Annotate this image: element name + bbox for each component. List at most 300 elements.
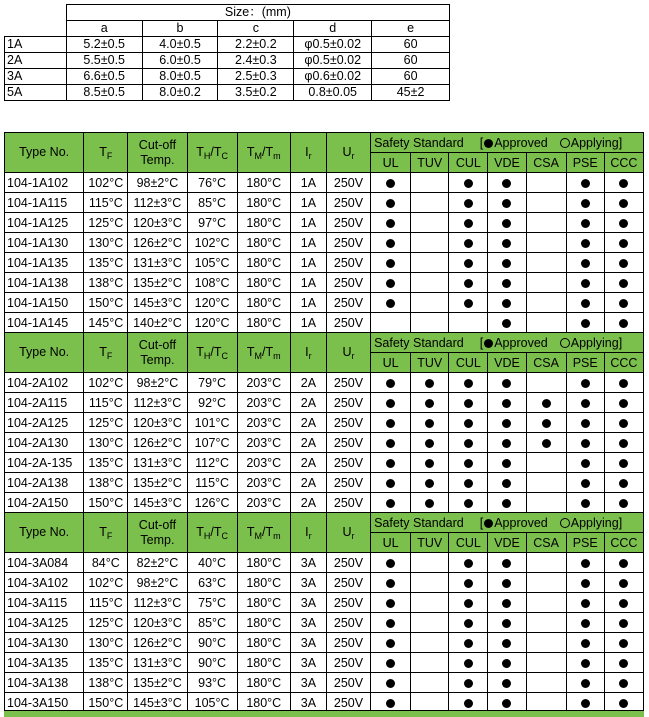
standard-header-ccc: CCC bbox=[604, 533, 643, 553]
approved-dot-icon bbox=[581, 239, 590, 248]
safety-standard-label: Safety Standard bbox=[374, 515, 464, 530]
standard-mark-cell bbox=[488, 613, 526, 633]
approved-dot-icon bbox=[464, 679, 473, 688]
ir-cell: 1A bbox=[290, 293, 326, 313]
approved-dot-icon bbox=[502, 699, 511, 708]
cutoff-cell: 112±3°C bbox=[128, 393, 187, 413]
standard-mark-cell bbox=[526, 433, 566, 453]
size-cell: 2.2±0.2 bbox=[218, 37, 294, 53]
th-tc-header-main: T bbox=[196, 144, 204, 159]
tm-header-subscript: m bbox=[273, 350, 281, 361]
approved-dot-icon bbox=[502, 179, 511, 188]
approved-dot-icon bbox=[581, 439, 590, 448]
standard-mark-cell bbox=[488, 213, 526, 233]
approved-dot-icon bbox=[386, 459, 395, 468]
tm-header-subscript: M bbox=[254, 530, 263, 541]
approved-dot-icon bbox=[581, 299, 590, 308]
approved-dot-icon bbox=[619, 299, 628, 308]
cutoff-cell: 120±3°C bbox=[128, 213, 187, 233]
standard-mark-cell bbox=[566, 213, 604, 233]
tf-header-subscript: F bbox=[106, 150, 113, 161]
approved-dot-icon bbox=[581, 259, 590, 268]
standard-mark-cell bbox=[371, 573, 411, 593]
approved-dot-icon bbox=[619, 559, 628, 568]
approved-dot-icon bbox=[464, 279, 473, 288]
approved-dot-icon bbox=[502, 639, 511, 648]
approved-dot-icon bbox=[542, 439, 551, 448]
standard-mark-cell bbox=[449, 633, 488, 653]
legend-bracket-close: ] bbox=[618, 335, 623, 350]
tm-header-main: T bbox=[246, 524, 255, 539]
standard-mark-cell bbox=[449, 573, 488, 593]
standard-mark-cell bbox=[371, 253, 411, 273]
ur-cell: 250V bbox=[326, 173, 370, 193]
tf-cell: 135°C bbox=[84, 253, 128, 273]
approved-dot-icon bbox=[581, 639, 590, 648]
standard-mark-cell bbox=[488, 273, 526, 293]
approved-dot-icon bbox=[581, 219, 590, 228]
type-no-cell: 104-1A150 bbox=[5, 293, 84, 313]
approved-dot-icon bbox=[502, 379, 511, 388]
approved-dot-icon bbox=[619, 379, 628, 388]
approved-dot-icon bbox=[464, 559, 473, 568]
ur-cell: 250V bbox=[326, 673, 370, 693]
type-no-cell: 104-1A145 bbox=[5, 313, 84, 333]
standard-mark-cell bbox=[604, 553, 643, 573]
th-tc-header-main: T bbox=[196, 344, 204, 359]
approved-dot-icon bbox=[464, 579, 473, 588]
size-column-header: e bbox=[372, 21, 450, 37]
tm-header-separator: /T bbox=[262, 524, 274, 539]
approved-dot-icon bbox=[502, 659, 511, 668]
ur-cell: 250V bbox=[326, 573, 370, 593]
approved-dot-icon bbox=[464, 399, 473, 408]
tf-header-main: T bbox=[99, 524, 107, 539]
tm-cell: 203°C bbox=[237, 493, 290, 513]
legend-bracket-close: ] bbox=[618, 515, 623, 530]
th-tc-cell: 85°C bbox=[187, 613, 237, 633]
tf-cell: 138°C bbox=[84, 673, 128, 693]
approved-dot-icon bbox=[386, 439, 395, 448]
standard-mark-cell bbox=[449, 373, 488, 393]
approved-dot-icon bbox=[464, 199, 473, 208]
approved-dot-icon bbox=[502, 319, 511, 328]
approved-dot-icon bbox=[502, 599, 511, 608]
table-row bbox=[5, 593, 644, 613]
standard-mark-cell bbox=[488, 593, 526, 613]
approved-dot-icon bbox=[619, 599, 628, 608]
tf-header-subscript: F bbox=[106, 350, 113, 361]
standard-header-tuv: TUV bbox=[411, 533, 449, 553]
approved-dot-icon bbox=[425, 479, 434, 488]
cutoff-cell: 145±3°C bbox=[128, 293, 187, 313]
standard-mark-cell bbox=[604, 573, 643, 593]
tm-cell: 180°C bbox=[237, 313, 290, 333]
ir-cell: 1A bbox=[290, 313, 326, 333]
table-row bbox=[5, 573, 644, 593]
standard-mark-cell bbox=[566, 473, 604, 493]
standard-mark-cell bbox=[411, 493, 449, 513]
type-no-cell: 104-3A084 bbox=[5, 553, 84, 573]
type-no-header: Type No. bbox=[5, 333, 84, 373]
standard-mark-cell bbox=[604, 433, 643, 453]
standard-mark-cell bbox=[488, 573, 526, 593]
tm-cell: 180°C bbox=[237, 693, 290, 713]
standard-mark-cell bbox=[371, 373, 411, 393]
type-no-cell: 104-3A135 bbox=[5, 653, 84, 673]
th-tc-cell: 126°C bbox=[187, 493, 237, 513]
approved-dot-icon bbox=[386, 379, 395, 388]
approved-dot-icon bbox=[464, 619, 473, 628]
ur-header-subscript: r bbox=[351, 530, 355, 541]
standard-mark-cell bbox=[449, 193, 488, 213]
cutoff-cell: 135±2°C bbox=[128, 273, 187, 293]
size-column-header: d bbox=[294, 21, 372, 37]
standard-mark-cell bbox=[411, 453, 449, 473]
size-cell: 2.4±0.3 bbox=[218, 53, 294, 69]
tf-cell: 125°C bbox=[84, 213, 128, 233]
standard-mark-cell bbox=[411, 573, 449, 593]
standard-mark-cell bbox=[566, 633, 604, 653]
cutoff-temp-header bbox=[128, 513, 187, 553]
table-row bbox=[5, 653, 644, 673]
tf-header-main: T bbox=[99, 144, 107, 159]
approved-dot-icon bbox=[386, 679, 395, 688]
table-row bbox=[5, 233, 644, 253]
approved-dot-icon bbox=[619, 259, 628, 268]
tm-cell: 180°C bbox=[237, 653, 290, 673]
approved-dot-icon bbox=[581, 579, 590, 588]
standard-mark-cell bbox=[488, 393, 526, 413]
standard-mark-cell bbox=[566, 313, 604, 333]
cutoff-cell: 120±3°C bbox=[128, 413, 187, 433]
approved-dot-icon bbox=[386, 619, 395, 628]
tm-cell: 180°C bbox=[237, 593, 290, 613]
approved-dot-icon bbox=[502, 399, 511, 408]
type-no-cell: 104-2A125 bbox=[5, 413, 84, 433]
tm-cell: 203°C bbox=[237, 393, 290, 413]
th-tc-cell: 105°C bbox=[187, 693, 237, 713]
standard-mark-cell bbox=[526, 233, 566, 253]
ir-cell: 2A bbox=[290, 373, 326, 393]
tf-cell: 150°C bbox=[84, 693, 128, 713]
standard-mark-cell bbox=[488, 473, 526, 493]
cutoff-cell: 135±2°C bbox=[128, 673, 187, 693]
approved-dot-icon bbox=[581, 619, 590, 628]
tm-cell: 203°C bbox=[237, 373, 290, 393]
table-row bbox=[5, 373, 644, 393]
tf-cell: 102°C bbox=[84, 573, 128, 593]
standard-mark-cell bbox=[488, 633, 526, 653]
tf-header-subscript: F bbox=[106, 530, 113, 541]
approved-dot-icon bbox=[464, 439, 473, 448]
cutoff-line2: Temp. bbox=[140, 152, 175, 167]
standard-mark-cell bbox=[604, 393, 643, 413]
cutoff-cell: 126±2°C bbox=[128, 633, 187, 653]
type-no-cell: 104-3A102 bbox=[5, 573, 84, 593]
ir-header-main: I bbox=[305, 524, 309, 539]
ir-cell: 1A bbox=[290, 213, 326, 233]
standard-mark-cell bbox=[371, 493, 411, 513]
cutoff-cell: 131±3°C bbox=[128, 453, 187, 473]
approved-dot-icon bbox=[386, 299, 395, 308]
approved-dot-icon bbox=[386, 639, 395, 648]
tm-cell: 203°C bbox=[237, 413, 290, 433]
th-tc-cell: 108°C bbox=[187, 273, 237, 293]
size-cell: 60 bbox=[372, 37, 450, 53]
table-row bbox=[5, 293, 644, 313]
size-cell: φ0.6±0.02 bbox=[294, 69, 372, 85]
approved-dot-icon bbox=[619, 419, 628, 428]
tm-cell: 180°C bbox=[237, 613, 290, 633]
size-cell: 60 bbox=[372, 53, 450, 69]
table-row bbox=[5, 413, 644, 433]
tm-cell: 180°C bbox=[237, 273, 290, 293]
standard-mark-cell bbox=[411, 233, 449, 253]
tm-header-separator: /T bbox=[262, 144, 274, 159]
ir-cell: 3A bbox=[290, 653, 326, 673]
approved-dot-icon bbox=[619, 579, 628, 588]
cutoff-cell: 126±2°C bbox=[128, 233, 187, 253]
table-row bbox=[5, 213, 644, 233]
standard-mark-cell bbox=[411, 633, 449, 653]
standard-mark-cell bbox=[566, 433, 604, 453]
approved-dot-icon bbox=[464, 659, 473, 668]
standard-mark-cell bbox=[604, 253, 643, 273]
standard-mark-cell bbox=[604, 493, 643, 513]
standard-mark-cell bbox=[566, 193, 604, 213]
size-cell: 45±2 bbox=[372, 85, 450, 101]
tf-cell: 115°C bbox=[84, 193, 128, 213]
cutoff-cell: 140±2°C bbox=[128, 313, 187, 333]
size-cell: 6.0±0.5 bbox=[142, 53, 218, 69]
ur-cell: 250V bbox=[326, 473, 370, 493]
th-tc-header-subscript: C bbox=[221, 150, 228, 161]
approved-dot-icon bbox=[619, 179, 628, 188]
ur-cell: 250V bbox=[326, 553, 370, 573]
size-table-corner bbox=[5, 5, 67, 21]
standard-mark-cell bbox=[371, 633, 411, 653]
standard-mark-cell bbox=[526, 653, 566, 673]
tf-cell: 130°C bbox=[84, 633, 128, 653]
type-no-cell: 104-2A130 bbox=[5, 433, 84, 453]
approved-dot-icon bbox=[464, 239, 473, 248]
standard-mark-cell bbox=[449, 553, 488, 573]
standard-header-vde: VDE bbox=[488, 353, 526, 373]
tf-cell: 135°C bbox=[84, 453, 128, 473]
standard-header-cul: CUL bbox=[449, 353, 488, 373]
standard-mark-cell bbox=[371, 213, 411, 233]
type-no-cell: 104-2A-135 bbox=[5, 453, 84, 473]
standard-mark-cell bbox=[566, 613, 604, 633]
approved-dot-icon bbox=[581, 279, 590, 288]
ir-cell: 3A bbox=[290, 573, 326, 593]
approved-dot-icon bbox=[502, 199, 511, 208]
size-cell: 5.5±0.5 bbox=[66, 53, 142, 69]
approved-dot-icon bbox=[502, 259, 511, 268]
standard-mark-cell bbox=[566, 233, 604, 253]
approved-dot-icon bbox=[619, 459, 628, 468]
standard-mark-cell bbox=[411, 413, 449, 433]
tf-cell: 115°C bbox=[84, 593, 128, 613]
th-tc-header-subscript: H bbox=[203, 150, 211, 161]
standard-mark-cell bbox=[488, 493, 526, 513]
ur-cell: 250V bbox=[326, 393, 370, 413]
tf-cell: 145°C bbox=[84, 313, 128, 333]
ur-cell: 250V bbox=[326, 593, 370, 613]
size-table bbox=[4, 4, 450, 101]
ir-cell: 2A bbox=[290, 393, 326, 413]
ir-cell: 2A bbox=[290, 453, 326, 473]
standard-mark-cell bbox=[449, 233, 488, 253]
standard-mark-cell bbox=[566, 453, 604, 473]
approved-dot-icon bbox=[502, 679, 511, 688]
ir-header bbox=[290, 513, 326, 553]
cutoff-cell: 145±3°C bbox=[128, 493, 187, 513]
tm-cell: 180°C bbox=[237, 173, 290, 193]
ir-header-main: I bbox=[305, 344, 309, 359]
safety-standard-header bbox=[371, 133, 644, 153]
ir-cell: 3A bbox=[290, 693, 326, 713]
tm-cell: 180°C bbox=[237, 553, 290, 573]
approved-dot-icon bbox=[484, 519, 493, 528]
type-no-cell: 104-3A130 bbox=[5, 633, 84, 653]
standard-header-pse: PSE bbox=[566, 533, 604, 553]
approved-dot-icon bbox=[464, 299, 473, 308]
th-tc-header-separator: /T bbox=[210, 524, 222, 539]
standard-mark-cell bbox=[449, 433, 488, 453]
approved-dot-icon bbox=[425, 459, 434, 468]
type-no-cell: 104-2A102 bbox=[5, 373, 84, 393]
ur-header-main: U bbox=[342, 344, 352, 359]
approved-dot-icon bbox=[502, 219, 511, 228]
type-no-cell: 104-2A115 bbox=[5, 393, 84, 413]
th-tc-cell: 85°C bbox=[187, 193, 237, 213]
th-tc-cell: 40°C bbox=[187, 553, 237, 573]
ur-header-subscript: r bbox=[351, 350, 355, 361]
type-no-header: Type No. bbox=[5, 513, 84, 553]
ir-cell: 1A bbox=[290, 233, 326, 253]
applying-label: Applying bbox=[570, 335, 619, 350]
tm-header bbox=[237, 333, 290, 373]
table-row bbox=[5, 473, 644, 493]
approved-dot-icon bbox=[502, 579, 511, 588]
size-column-header: c bbox=[218, 21, 294, 37]
standard-header-csa: CSA bbox=[526, 153, 566, 173]
fuse-spec-table bbox=[4, 132, 644, 713]
standard-mark-cell bbox=[371, 673, 411, 693]
tm-header-main: T bbox=[246, 344, 255, 359]
th-tc-header-separator: /T bbox=[210, 344, 222, 359]
legend bbox=[480, 136, 622, 150]
standard-mark-cell bbox=[411, 193, 449, 213]
standard-mark-cell bbox=[449, 593, 488, 613]
standard-mark-cell bbox=[411, 473, 449, 493]
ur-cell: 250V bbox=[326, 433, 370, 453]
th-tc-cell: 112°C bbox=[187, 453, 237, 473]
standard-header-pse: PSE bbox=[566, 153, 604, 173]
approved-dot-icon bbox=[502, 559, 511, 568]
standard-mark-cell bbox=[371, 593, 411, 613]
approved-dot-icon bbox=[581, 419, 590, 428]
size-cell: 8.0±0.2 bbox=[142, 85, 218, 101]
approved-dot-icon bbox=[425, 499, 434, 508]
cutoff-cell: 120±3°C bbox=[128, 613, 187, 633]
tm-cell: 180°C bbox=[237, 193, 290, 213]
approved-dot-icon bbox=[386, 279, 395, 288]
standard-mark-cell bbox=[566, 673, 604, 693]
standard-mark-cell bbox=[411, 373, 449, 393]
type-no-header: Type No. bbox=[5, 133, 84, 173]
approved-dot-icon bbox=[386, 199, 395, 208]
applying-circle-icon bbox=[560, 338, 570, 348]
approved-dot-icon bbox=[581, 679, 590, 688]
tm-header-main: T bbox=[246, 144, 255, 159]
standard-header-csa: CSA bbox=[526, 353, 566, 373]
tm-header-subscript: m bbox=[273, 150, 281, 161]
tf-header bbox=[84, 513, 128, 553]
size-cell: 8.0±0.5 bbox=[142, 69, 218, 85]
th-tc-cell: 63°C bbox=[187, 573, 237, 593]
standard-mark-cell bbox=[604, 473, 643, 493]
th-tc-cell: 120°C bbox=[187, 293, 237, 313]
standard-mark-cell bbox=[411, 553, 449, 573]
ir-header-subscript: r bbox=[308, 350, 312, 361]
standard-mark-cell bbox=[488, 173, 526, 193]
size-row bbox=[5, 85, 450, 101]
standard-mark-cell bbox=[566, 593, 604, 613]
tf-cell: 115°C bbox=[84, 393, 128, 413]
approved-dot-icon bbox=[386, 179, 395, 188]
th-tc-cell: 90°C bbox=[187, 653, 237, 673]
ur-cell: 250V bbox=[326, 653, 370, 673]
standard-mark-cell bbox=[411, 173, 449, 193]
standard-mark-cell bbox=[449, 253, 488, 273]
approved-dot-icon bbox=[619, 279, 628, 288]
th-tc-cell: 102°C bbox=[187, 233, 237, 253]
standard-mark-cell bbox=[411, 253, 449, 273]
standard-mark-cell bbox=[449, 413, 488, 433]
approved-dot-icon bbox=[386, 259, 395, 268]
ur-cell: 250V bbox=[326, 413, 370, 433]
standard-mark-cell bbox=[411, 293, 449, 313]
type-no-cell: 104-3A125 bbox=[5, 613, 84, 633]
standard-mark-cell bbox=[488, 413, 526, 433]
tf-cell: 102°C bbox=[84, 373, 128, 393]
ur-cell: 250V bbox=[326, 193, 370, 213]
standard-mark-cell bbox=[488, 193, 526, 213]
standard-mark-cell bbox=[371, 173, 411, 193]
ir-cell: 1A bbox=[290, 193, 326, 213]
tm-header-subscript: M bbox=[254, 150, 263, 161]
tf-header bbox=[84, 133, 128, 173]
standard-header-ul: UL bbox=[371, 353, 411, 373]
size-row-label: 5A bbox=[5, 85, 67, 101]
standard-mark-cell bbox=[526, 673, 566, 693]
type-no-cell: 104-1A135 bbox=[5, 253, 84, 273]
approved-dot-icon bbox=[502, 439, 511, 448]
approved-dot-icon bbox=[386, 659, 395, 668]
th-tc-cell: 76°C bbox=[187, 173, 237, 193]
standard-mark-cell bbox=[526, 573, 566, 593]
table-row bbox=[5, 313, 644, 333]
table-row bbox=[5, 193, 644, 213]
th-tc-cell: 93°C bbox=[187, 673, 237, 693]
tm-cell: 203°C bbox=[237, 473, 290, 493]
tf-cell: 138°C bbox=[84, 273, 128, 293]
table-row bbox=[5, 453, 644, 473]
approved-dot-icon bbox=[619, 219, 628, 228]
